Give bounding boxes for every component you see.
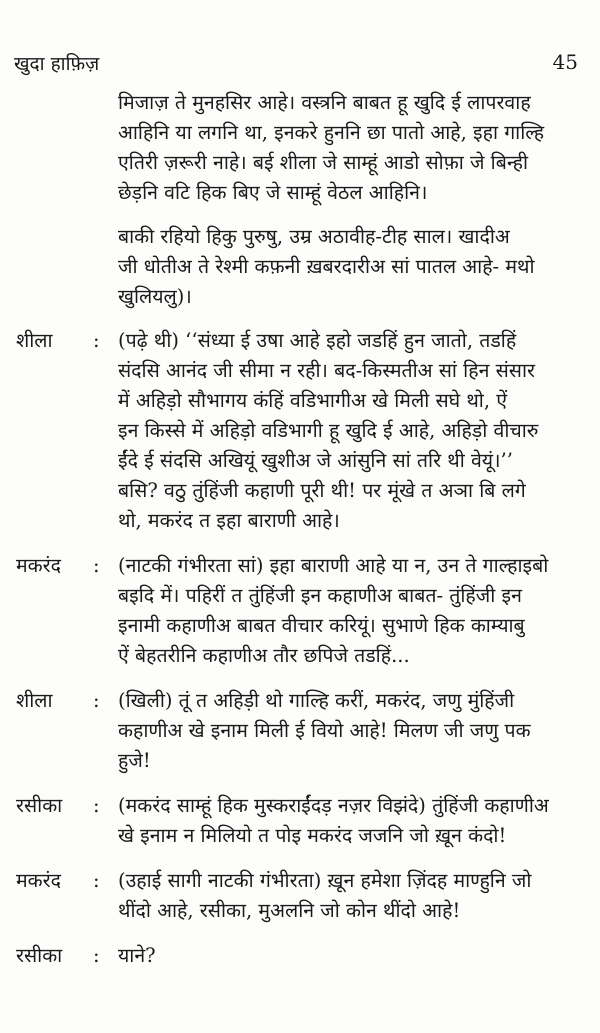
speaker-name: रसीका (16, 794, 63, 817)
text-line: मिजाज़ ते मुनहसिर आहे। वस्त्रनि बाबत हू खुदि ई लापरवाह (118, 91, 531, 114)
dialogue-block (0, 686, 600, 776)
text-line: ऐं बेहतरीनि कहाणीअ तौर छपिजे तडहिं... (118, 644, 410, 667)
speaker-colon: : (93, 869, 100, 892)
text-line: खुलियलु)। (118, 285, 192, 308)
speaker-name: शीला (16, 689, 53, 712)
speaker-colon: : (93, 944, 100, 967)
dialogue-block (0, 551, 600, 671)
dialogue-text (118, 686, 578, 776)
speaker-colon: : (93, 329, 100, 352)
dialogue-block (0, 866, 600, 926)
speaker-colon: : (93, 554, 100, 577)
text-line: संदसि आनंद जी सीमा न रही। बद-किस्मतीअ सां हिन संसार (118, 359, 535, 382)
dialogue-block (0, 941, 600, 971)
text-line: इन किस्से में अहिड़ो वडिभागी हू खुदि ई आहे, अहिड़ो वीचारु (118, 419, 539, 442)
text-line: (नाटकी गंभीरता सां) इहा बाराणी आहे या न, उन ते गाल्हाइबो (118, 554, 549, 577)
text-line: बइदि में। पहिरीं त तुंहिंजी इन कहाणीअ बाबत- तुंहिंजी इन (118, 584, 522, 607)
text-line: एतिरी ज़रूरी नाहे। बई शीला जे साम्हूं आडो सोफ़ा जे बिन्ही (118, 151, 529, 174)
stage-direction-paragraph (118, 222, 578, 312)
text-line: बसि? वठु तुंहिंजी कहाणी पूरी थी! पर मूंखे त अञा बि लगे (118, 479, 526, 502)
stage-direction-paragraph (118, 88, 578, 208)
text-line: में अहिड़ो सौभागय कंहिं वडिभागीअ खे मिली सघे थो, ऐं (118, 389, 508, 412)
speaker-name: शीला (16, 329, 53, 352)
text-line: छेड़नि वटि हिक बिए जे साम्हूं वेठल आहिनि। (118, 181, 428, 204)
book-title: खुदा हाफ़िज़ (14, 53, 100, 75)
text-line: इनामी कहाणीअ बाबत वीचार करियूं। सुभाणे हिक काम्याबु (118, 614, 525, 637)
text-line: जी धोतीअ ते रेश्मी कफ़नी ख़बरदारीअ सां पातल आहे- मथो (118, 255, 535, 278)
text-line: याने? (118, 944, 156, 967)
speaker-name: रसीका (16, 944, 63, 967)
speaker-colon: : (93, 689, 100, 712)
dialogue-block (0, 326, 600, 536)
speaker-name: मकरंद (16, 554, 61, 577)
speaker-name: मकरंद (16, 869, 61, 892)
page-number: 45 (552, 50, 578, 74)
text-line: थींदो आहे, रसीका, मुअलनि जो कोन थींदो आहे! (118, 899, 461, 922)
text-line: हुजे! (118, 749, 151, 772)
text-line: बाकी रहियो हिकु पुरुषु, उम्र अठावीह-टीह साल। खादीअ (118, 225, 510, 248)
text-line: (खिली) तूं त अहिड़ी थो गाल्हि करीं, मकरंद, जणु मुंहिंजी (118, 689, 515, 712)
text-line: (पढ़े थी) ‘‘संध्या ई उषा आहे इहो जडहिं हुन जातो, तडहिं (118, 329, 517, 352)
text-line: (मकरंद साम्हूं हिक मुस्कराईंदड़ नज़र विझंदे) तुंहिंजी कहाणीअ (118, 794, 549, 817)
dialogue-text (118, 941, 578, 971)
dialogue-block (0, 791, 600, 851)
text-line: (उहाई सागी नाटकी गंभीरता) ख़ून हमेशा ज़िंदह माण्हुनि जो (118, 869, 532, 892)
page-body (0, 88, 600, 986)
dialogue-text (118, 326, 578, 536)
text-line: आहिनि या लगनि था, इनकरे हुननि छा पातो आहे, इहा गाल्हि (118, 121, 545, 144)
dialogue-text (118, 551, 578, 671)
text-line: ईंदे ई संदसि अखियूं खुशीअ जे आंसुनि सां तरि थी वेयूं।’’ (118, 449, 513, 472)
text-line: खे इनाम न मिलियो त पोइ मकरंद जजनि जो ख़ून कंदो! (118, 824, 507, 847)
running-head (14, 50, 578, 80)
speaker-colon: : (93, 794, 100, 817)
text-line: थो, मकरंद त इहा बाराणी आहे। (118, 509, 340, 532)
dialogue-text (118, 866, 578, 926)
dialogue-text (118, 791, 578, 851)
text-line: कहाणीअ खे इनाम मिली ई वियो आहे! मिलण जी जणु पक (118, 719, 531, 742)
